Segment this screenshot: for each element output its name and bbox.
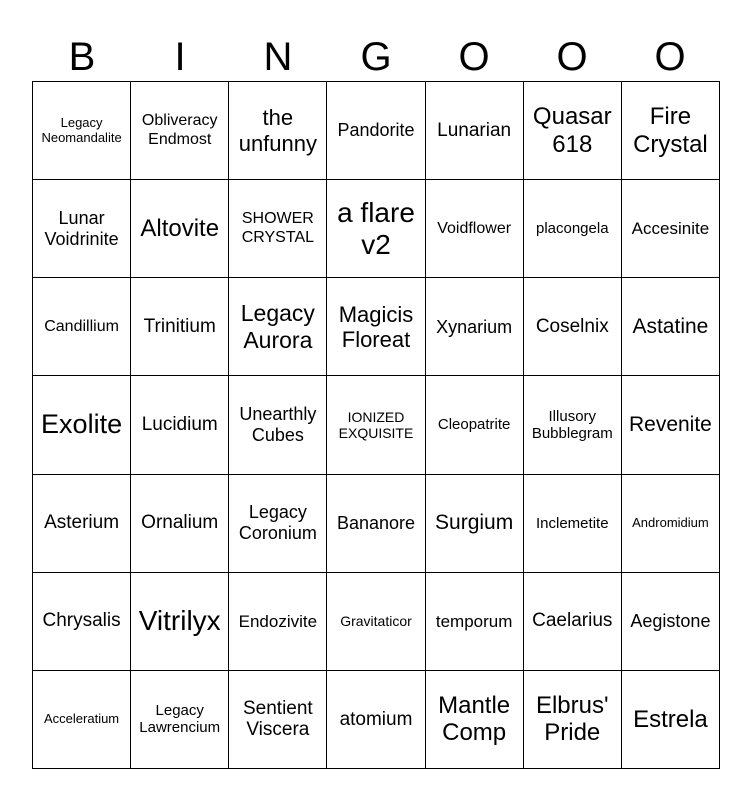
- bingo-cell[interactable]: Vitrilyx: [131, 573, 229, 671]
- bingo-cell[interactable]: Obliveracy Endmost: [131, 82, 229, 180]
- bingo-grid: [32, 81, 720, 769]
- bingo-cell[interactable]: Lucidium: [131, 376, 229, 474]
- bingo-cell[interactable]: Bananore: [327, 475, 425, 573]
- bingo-cell[interactable]: Altovite: [131, 180, 229, 278]
- header-letter-n: N: [263, 35, 293, 79]
- bingo-cell[interactable]: Surgium: [426, 475, 524, 573]
- bingo-cell[interactable]: Chrysalis: [33, 573, 131, 671]
- bingo-cell[interactable]: Sentient Viscera: [229, 671, 327, 769]
- bingo-cell[interactable]: Illusory Bubblegram: [524, 376, 622, 474]
- bingo-cell[interactable]: Estrela: [622, 671, 720, 769]
- bingo-cell[interactable]: Legacy Coronium: [229, 475, 327, 573]
- bingo-cell[interactable]: Inclemetite: [524, 475, 622, 573]
- bingo-cell[interactable]: Acceleratium: [33, 671, 131, 769]
- bingo-cell[interactable]: Exolite: [33, 376, 131, 474]
- bingo-cell[interactable]: the unfunny: [229, 82, 327, 180]
- bingo-cell[interactable]: Quasar 618: [524, 82, 622, 180]
- bingo-cell[interactable]: Accesinite: [622, 180, 720, 278]
- bingo-cell[interactable]: Ornalium: [131, 475, 229, 573]
- header-letter-g: G: [360, 35, 392, 79]
- bingo-cell[interactable]: atomium: [327, 671, 425, 769]
- bingo-cell[interactable]: Xynarium: [426, 278, 524, 376]
- bingo-cell[interactable]: Asterium: [33, 475, 131, 573]
- bingo-cell[interactable]: Lunarian: [426, 82, 524, 180]
- bingo-cell[interactable]: Voidflower: [426, 180, 524, 278]
- bingo-cell[interactable]: placongela: [524, 180, 622, 278]
- bingo-cell[interactable]: Trinitium: [131, 278, 229, 376]
- bingo-cell[interactable]: Revenite: [622, 376, 720, 474]
- bingo-cell[interactable]: IONIZED EXQUISITE: [327, 376, 425, 474]
- bingo-cell[interactable]: Fire Crystal: [622, 82, 720, 180]
- bingo-cell[interactable]: Legacy Lawrencium: [131, 671, 229, 769]
- bingo-cell[interactable]: Legacy Aurora: [229, 278, 327, 376]
- bingo-cell[interactable]: Elbrus' Pride: [524, 671, 622, 769]
- bingo-cell[interactable]: Candillium: [33, 278, 131, 376]
- bingo-cell[interactable]: temporum: [426, 573, 524, 671]
- header-letter-o-1: O: [458, 35, 490, 79]
- bingo-cell[interactable]: Pandorite: [327, 82, 425, 180]
- bingo-cell[interactable]: Coselnix: [524, 278, 622, 376]
- header-letter-i: I: [174, 35, 186, 79]
- bingo-cell[interactable]: Unearthly Cubes: [229, 376, 327, 474]
- bingo-cell[interactable]: Caelarius: [524, 573, 622, 671]
- header-letter-o-2: O: [556, 35, 588, 79]
- bingo-cell[interactable]: Endozivite: [229, 573, 327, 671]
- bingo-cell[interactable]: Andromidium: [622, 475, 720, 573]
- bingo-cell[interactable]: Lunar Voidrinite: [33, 180, 131, 278]
- bingo-cell[interactable]: a flare v2: [327, 180, 425, 278]
- bingo-cell[interactable]: Aegistone: [622, 573, 720, 671]
- header-letter-b: B: [68, 35, 96, 79]
- bingo-cell[interactable]: Magicis Floreat: [327, 278, 425, 376]
- bingo-cell[interactable]: SHOWER CRYSTAL: [229, 180, 327, 278]
- bingo-cell[interactable]: Astatine: [622, 278, 720, 376]
- bingo-cell[interactable]: Mantle Comp: [426, 671, 524, 769]
- bingo-cell[interactable]: Legacy Neomandalite: [33, 82, 131, 180]
- bingo-cell[interactable]: Cleopatrite: [426, 376, 524, 474]
- bingo-cell[interactable]: Gravitaticor: [327, 573, 425, 671]
- bingo-header: [33, 34, 719, 81]
- header-letter-o-3: O: [654, 35, 686, 79]
